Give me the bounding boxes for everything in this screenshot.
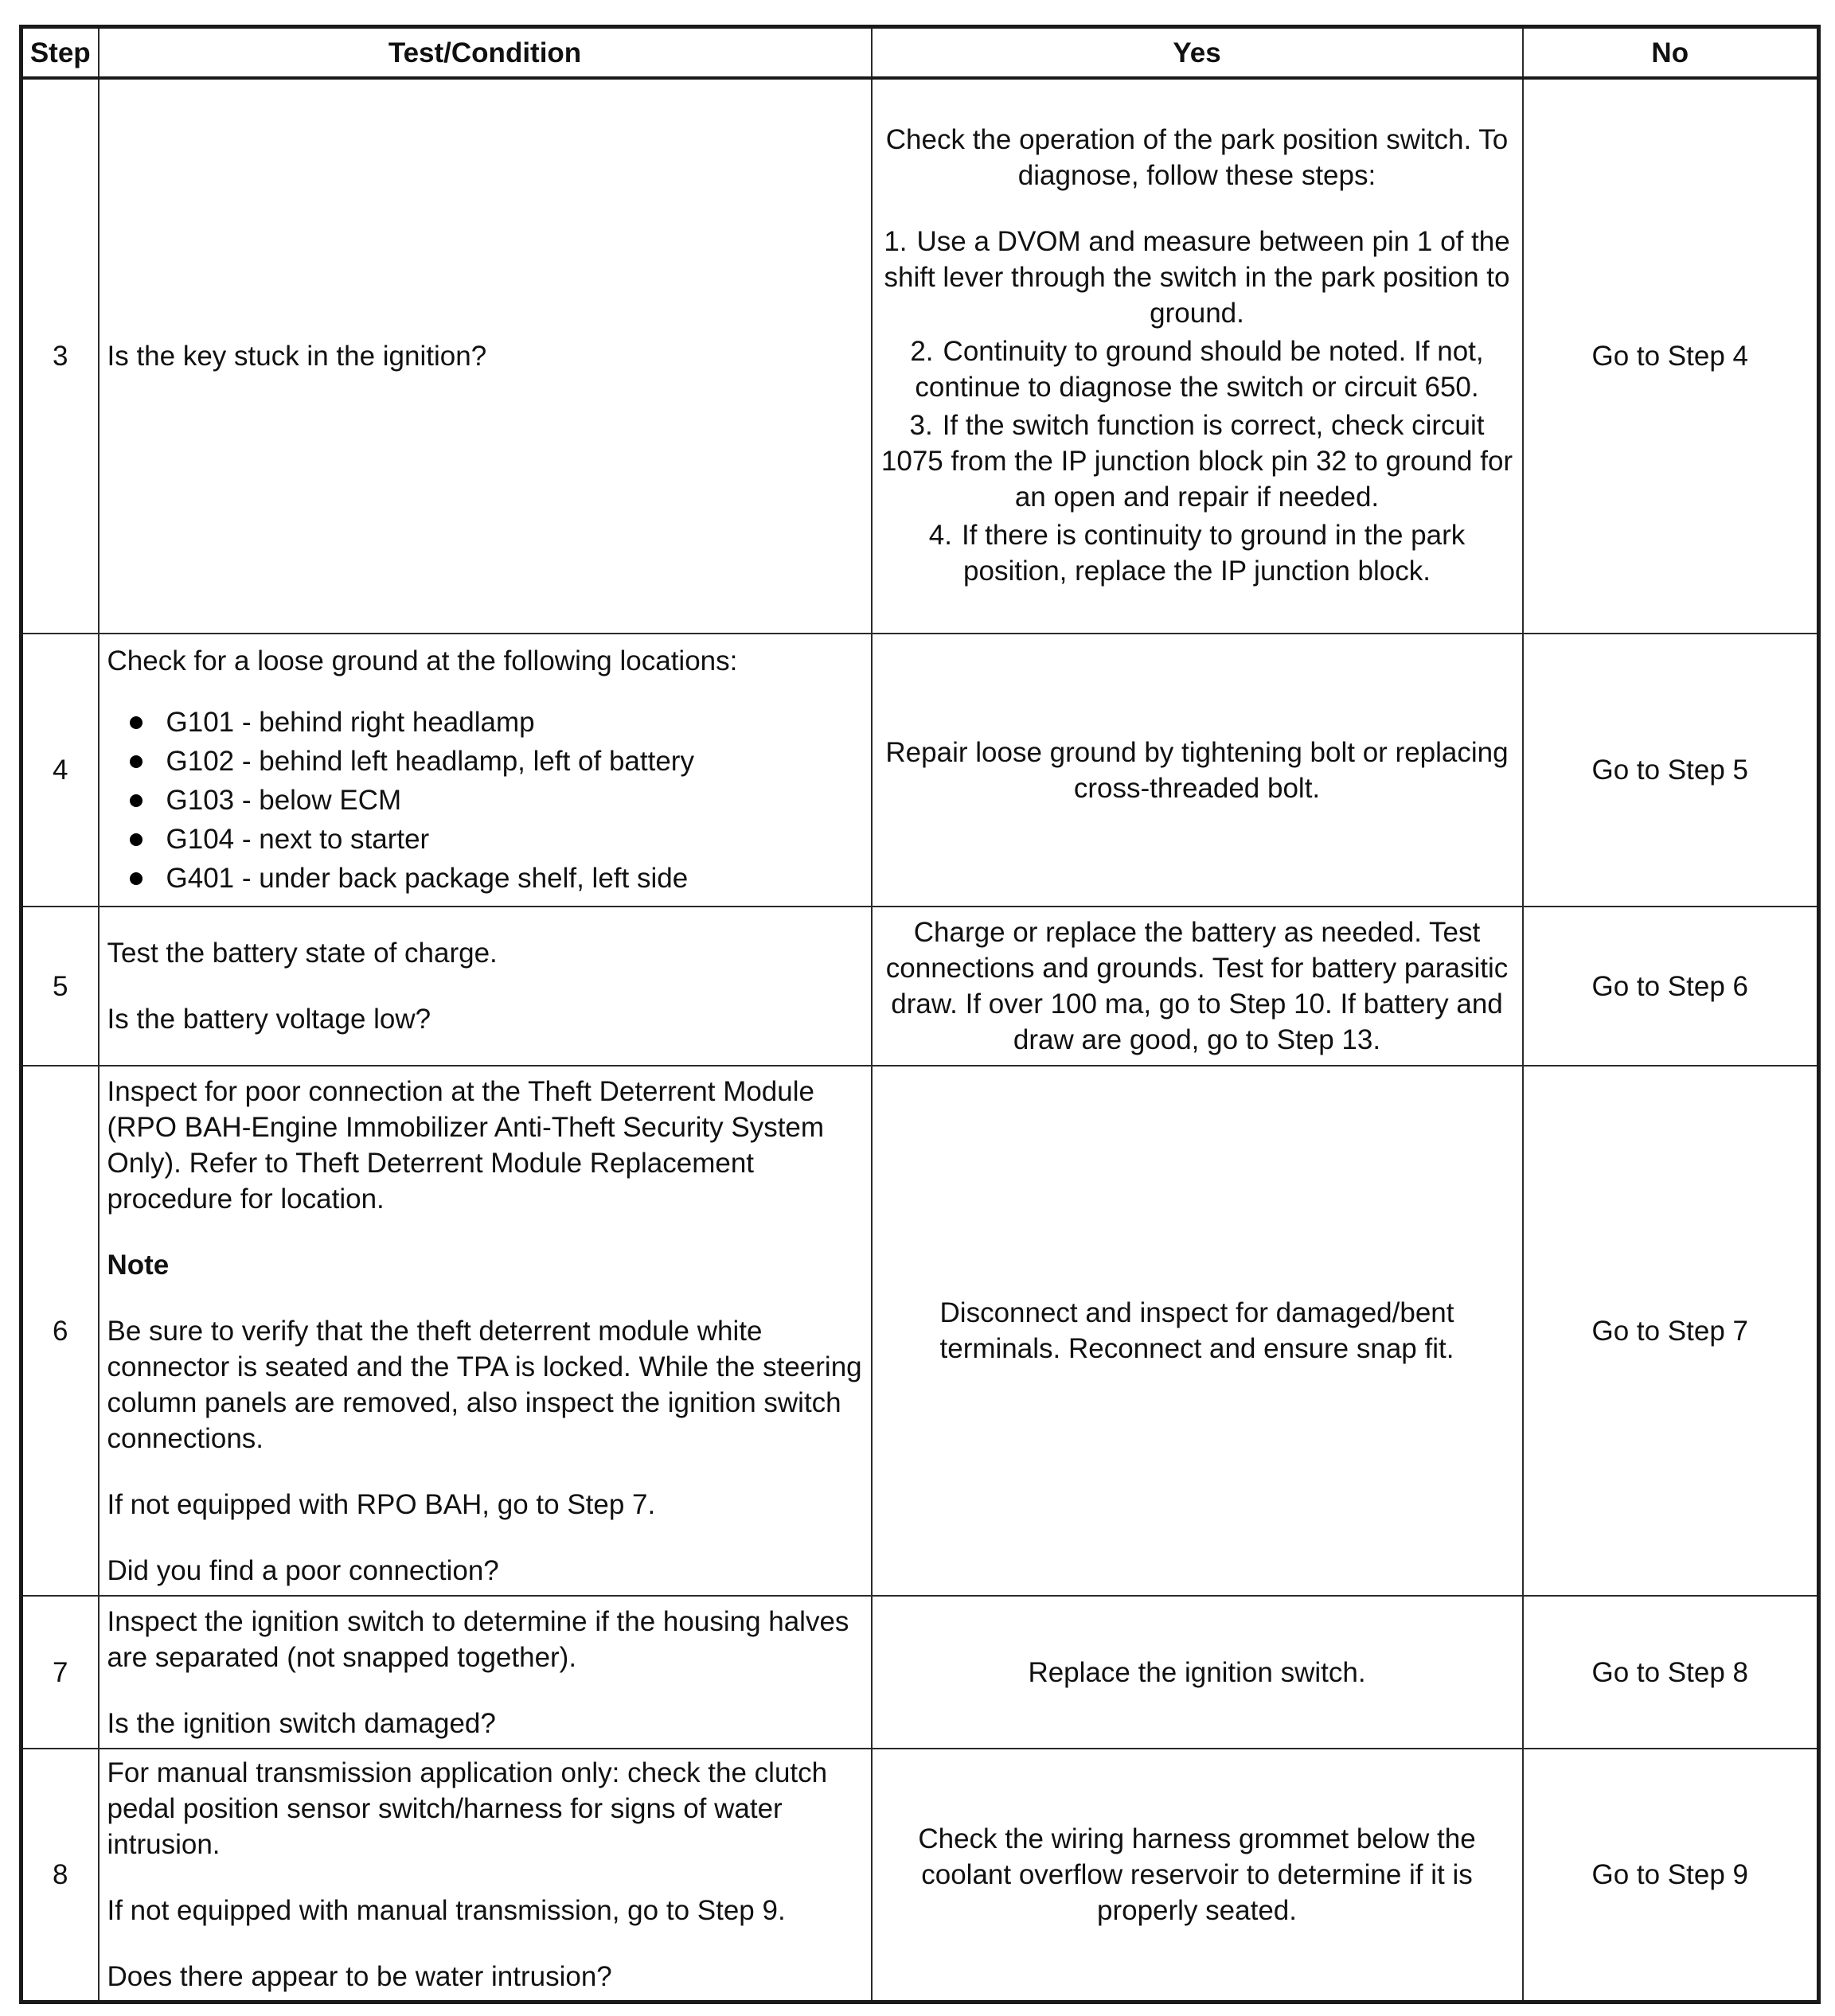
bullet-icon [130,794,143,807]
step-number: 7 [21,1596,99,1749]
no-action: Go to Step 7 [1523,1066,1819,1596]
bullet-icon [130,872,143,885]
test-question: Is the battery voltage low? [107,1004,431,1035]
table-row-step-6 [21,1066,1819,1596]
no-action: Go to Step 4 [1523,78,1819,634]
bullet-icon [130,755,143,768]
header-yes: Yes [872,27,1523,79]
test-skip-instruction: If not equipped with manual transmission, go to Step 9. [107,1894,786,1926]
ground-locations-list [107,703,863,898]
header-test-condition: Test/Condition [99,27,872,79]
list-item: G401 - under back package shelf, left side [107,859,863,898]
table-row-step-3 [21,78,1819,634]
yes-action: Replace the ignition switch. [872,1596,1523,1749]
test-condition [99,78,872,634]
list-item: G103 - below ECM [107,781,863,820]
step-number: 8 [21,1749,99,2002]
yes-action: Disconnect and inspect for damaged/bent terminals. Reconnect and ensure snap fit. [872,1066,1523,1596]
test-condition [99,907,872,1066]
yes-action: Charge or replace the battery as needed. Test connections and grounds. Test for battery parasitic draw. If over 100 ma, go to Step 10. If battery and draw are good, go to Step 13. [872,907,1523,1066]
step-number: 3 [21,78,99,634]
diagnostic-table [19,25,1821,2004]
test-skip-instruction: If not equipped with RPO BAH, go to Step 7. [107,1488,656,1520]
header-no: No [1523,27,1819,79]
test-instruction: Inspect for poor connection at the Theft Deterrent Module (RPO BAH-Engine Immobilizer Anti-Theft Security System Only). Refer to Theft Deterrent Module Replacement procedure for location. [107,1075,825,1215]
table-row-step-4 [21,634,1819,907]
test-question: Did you find a poor connection? [107,1554,499,1586]
yes-steps-list [880,224,1514,589]
no-action: Go to Step 8 [1523,1596,1819,1749]
test-question: Is the key stuck in the ignition? [107,341,487,372]
test-condition [99,1749,872,2002]
test-question: Does there appear to be water intrusion? [107,1960,612,1992]
list-item: 2. Continuity to ground should be noted. If not, continue to diagnose the switch or circuit 650. [910,335,1484,403]
list-item: 4. If there is continuity to ground in the park position, replace the IP junction block. [928,519,1466,587]
step-number: 6 [21,1066,99,1596]
list-item: 1. Use a DVOM and measure between pin 1 of the shift lever through the switch in the park position to ground. [884,225,1510,329]
no-action: Go to Step 6 [1523,907,1819,1066]
header-step: Step [21,27,99,79]
bullet-icon [130,833,143,846]
test-instruction: Test the battery state of charge. [107,938,498,969]
yes-action: Repair loose ground by tightening bolt or replacing cross-threaded bolt. [872,634,1523,907]
step-number: 4 [21,634,99,907]
test-condition [99,634,872,907]
test-instruction: For manual transmission application only: check the clutch pedal position sensor switch/harness for signs of water intrusion. [107,1757,828,1860]
step-number: 5 [21,907,99,1066]
table-row-step-8 [21,1749,1819,2002]
yes-intro: Check the operation of the park position switch. To diagnose, follow these steps: [885,123,1509,191]
list-item: 3. If the switch function is correct, check circuit 1075 from the IP junction block pin 32 to ground for an open and repair if needed. [880,409,1513,513]
test-question: Is the ignition switch damaged? [107,1707,496,1739]
bullet-icon [130,716,143,729]
no-action: Go to Step 5 [1523,634,1819,907]
note-text: Be sure to verify that the theft deterrent module white connector is seated and the TPA is locked. While the steering column panels are removed, also inspect the ignition switch connections. [107,1315,862,1454]
table-row-step-5 [21,907,1819,1066]
table-row-step-7 [21,1596,1819,1749]
no-action: Go to Step 9 [1523,1749,1819,2002]
table-header-row [21,27,1819,79]
test-condition [99,1596,872,1749]
test-condition [99,1066,872,1596]
yes-action [872,78,1523,634]
test-instruction: Inspect the ignition switch to determine if the housing halves are separated (not snapped together). [107,1605,849,1673]
yes-action: Check the wiring harness grommet below the coolant overflow reservoir to determine if it is properly seated. [872,1749,1523,2002]
test-intro: Check for a loose ground at the following locations: [107,645,738,677]
note-heading: Note [107,1249,170,1281]
list-item: G102 - behind left headlamp, left of battery [107,742,863,781]
list-item: G101 - behind right headlamp [107,703,863,742]
list-item: G104 - next to starter [107,820,863,859]
